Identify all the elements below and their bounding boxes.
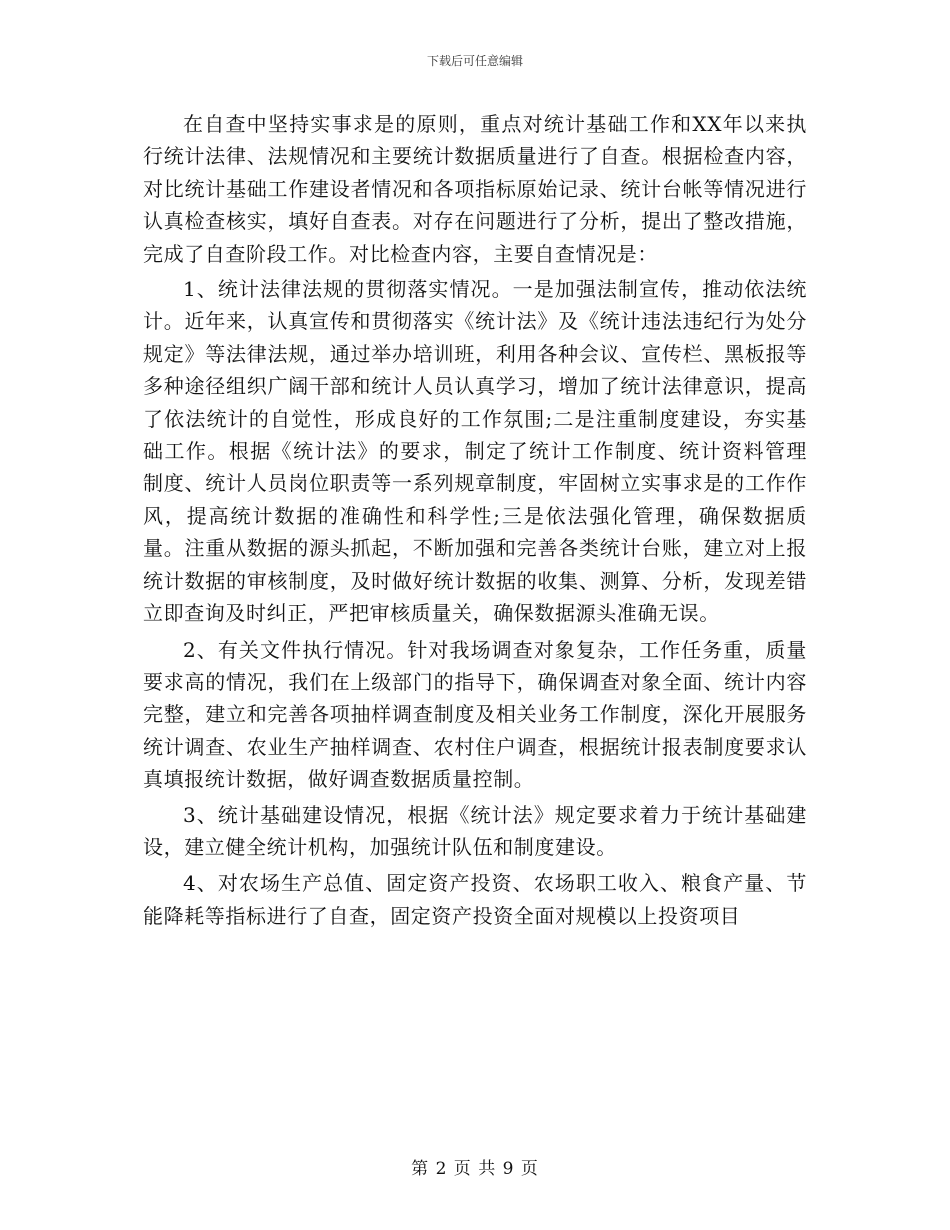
- paragraph-2: 2、有关文件执行情况。针对我场调查对象复杂，工作任务重，质量要求高的情况，我们在上级部门的指导下，确保调查对象全面、统计内容完整，建立和完善各项抽样调查制度及相关业务工作制度，深化开展服务统计调查、农业生产抽样调查、农村住户调查，根据统计报表制度要求认真填报统计数据，做好调查数据质量控制。: [143, 637, 807, 792]
- page-header: 下载后可任意编辑: [426, 54, 523, 68]
- paragraph-intro: 在自查中坚持实事求是的原则，重点对统计基础工作和XX年以来执行统计法律、法规情况和主要统计数据质量进行了自查。根据检查内容，对比统计基础工作建设者情况和各项指标原始记录、统计台帐等情况进行认真检查核实，填好自查表。对存在问题进行了分析，提出了整改措施，完成了自查阶段工作。对比检查内容，主要自查情况是：: [143, 112, 807, 266]
- page-number: 第 2 页 共 9 页: [411, 1159, 539, 1179]
- paragraph-4: 4、对农场生产总值、固定资产投资、农场职工收入、粮食产量、节能降耗等指标进行了自查，固定资产投资全面对规模以上投资项目: [143, 871, 807, 928]
- document-body: [143, 108, 807, 932]
- paragraph-3: 3、统计基础建设情况，根据《统计法》规定要求着力于统计基础建设，建立健全统计机构，加强统计队伍和制度建设。: [143, 802, 807, 859]
- paragraph-1: 1、统计法律法规的贯彻落实情况。一是加强法制宣传，推动依法统计。近年来，认真宣传和贯彻落实《统计法》及《统计违法违纪行为处分规定》等法律法规，通过举办培训班，利用各种会议、宣传栏、黑板报等多种途径组织广阔干部和统计人员认真学习，增加了统计法律意识，提高了依法统计的自觉性，形成良好的工作氛围;二是注重制度建设，夯实基础工作。根据《统计法》的要求，制定了统计工作制度、统计资料管理 制度、统计人员岗位职责等一系列规章制度，牢固树立实事求是的工作作风，提高统计数据的准确性和科学性;三是依法强化管理，确保数据质量。注重从数据的源头抓起，不断加强和完善各类统计台账，建立对上报统计数据的审核制度，及时做好统计数据的收集、测算、分析，发现差错立即查询及时纠正，严把审核质量关，确保数据源头准确无误。: [143, 277, 807, 626]
